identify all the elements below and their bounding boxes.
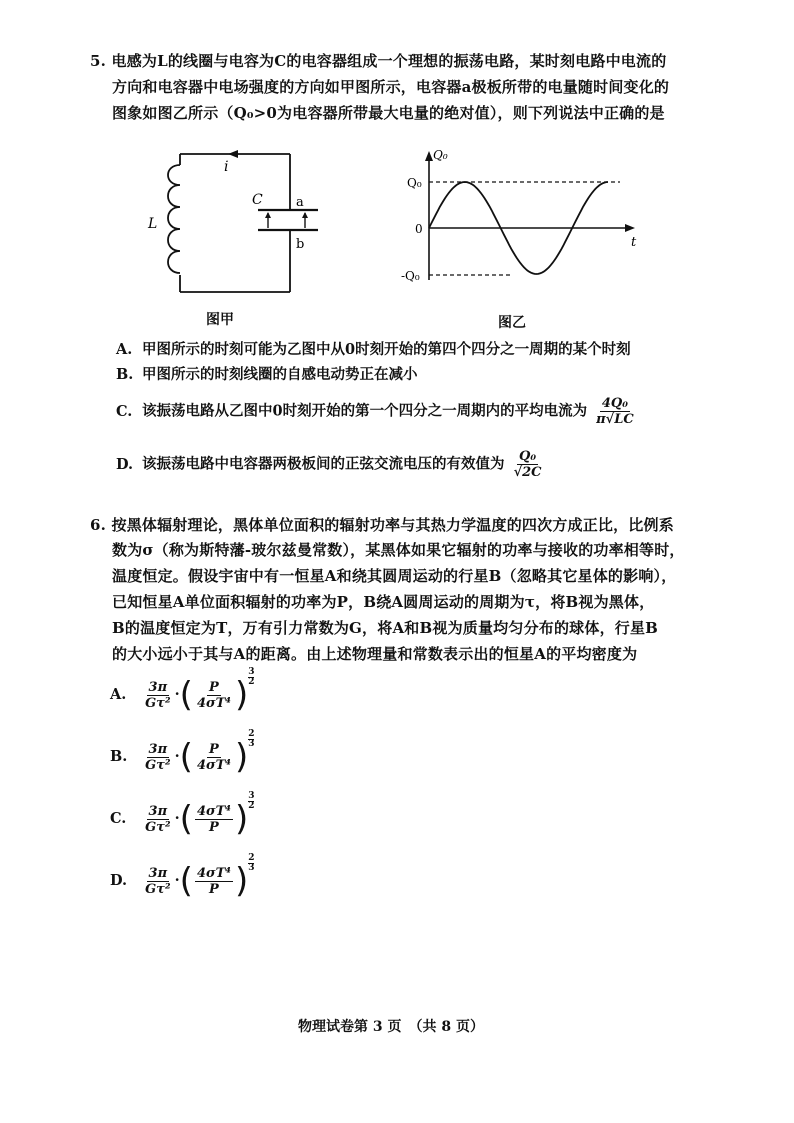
figure-yi-graph (395, 145, 645, 290)
q5-D-fraction: $\frac{\text{Q₀}}{√2C}$ (513, 449, 542, 480)
q6-D-exponent: $\frac{2}{3}$ (248, 853, 255, 873)
q6-stem-line-4: 已知恒星A单位面积辐射的功率为P，B绕A圆周运动的周期为τ，将B视为黑体， (112, 593, 655, 611)
q5-stem-line-2: 方向和电容器中电场强度的方向如甲图所示，电容器a极板所带的电量随时间变化的 (112, 78, 670, 96)
q5-option-D[interactable]: D. 该振荡电路中电容器两极板间的正弦交流电压的有效值为 $\frac{\text{Q₀}}{√2C}$ (116, 449, 542, 480)
label-b: b (296, 237, 305, 252)
y-axis-arrow-icon (425, 151, 433, 161)
figure-jia-circuit (140, 140, 320, 315)
q6-option-B[interactable]: B. $\frac{3\pi}{\text{Gτ²}}$ ·( $\frac{P}{\text{4σT⁴}}$ ) $\frac{2}{3}$ (110, 729, 255, 777)
q6-stem-line-2: 数为σ（称为斯特藩-玻尔兹曼常数），某黑体如果它辐射的功率与接收的功率相等时， (112, 541, 685, 559)
q5-C-fraction: $\frac{\text{4Q₀}}{\pi√LC}$ (596, 396, 634, 427)
q6-stem-text-1: 按黑体辐射理论，黑体单位面积的辐射功率与其热力学温度的四次方成正比，比例系 (111, 516, 674, 534)
label-a: a (296, 195, 304, 210)
label-L: L (148, 216, 158, 232)
tick-neg-Q0: -Q₀ (401, 269, 420, 283)
label-i: i (224, 159, 229, 175)
q6-C-exponent: $\frac{3}{2}$ (248, 791, 255, 811)
label-C: C (252, 192, 263, 208)
q6-option-A[interactable]: A. $\frac{3\pi}{\text{Gτ²}}$ ·( $\frac{P}{\text{4σT⁴}}$ ) $\frac{3}{2}$ (110, 667, 255, 715)
tick-zero: 0 (415, 222, 423, 236)
q5-option-B[interactable]: B. 甲图所示的时刻线圈的自感电动势正在减小 (116, 366, 418, 383)
current-arrow-icon (228, 150, 238, 158)
q5-option-C[interactable]: C. 该振荡电路从乙图中0时刻开始的第一个四分之一周期内的平均电流为 $\frac{\text{4Q₀}}{\pi√LC}$ (116, 396, 634, 427)
q5-option-A[interactable]: A. 甲图所示的时刻可能为乙图中从0时刻开始的第四个四分之一周期的某个时刻 (116, 341, 631, 358)
q5-stem-text-1: 电感为L的线圈与电容为C的电容器组成一个理想的振荡电路，某时刻电路中电流的 (111, 52, 667, 70)
q5-number: 5. (90, 52, 107, 70)
q6-A-exponent: $\frac{3}{2}$ (248, 667, 255, 687)
q6-option-C[interactable]: C. $\frac{3\pi}{\text{Gτ²}}$ ·( $\frac{\text{4σT⁴}}{P}$ ) $\frac{3}{2}$ (110, 791, 255, 839)
q6-option-D[interactable]: D. $\frac{3\pi}{\text{Gτ²}}$ ·( $\frac{\text{4σT⁴}}{P}$ ) $\frac{2}{3}$ (110, 853, 255, 901)
q6-stem-line-5: B的温度恒定为T，万有引力常数为G，将A和B视为质量均匀分布的球体，行星B (112, 619, 659, 637)
axis-label-Q0: Q₀ (433, 148, 448, 162)
figure-yi-caption: 图乙 (498, 315, 526, 331)
q6-stem-line-3: 温度恒定。假设宇宙中有一恒星A和绕其圆周运动的行星B（忽略其它星体的影响）， (112, 567, 677, 585)
q5-stem-line-1 (90, 50, 666, 72)
x-axis-arrow-icon (625, 224, 635, 232)
q6-B-exponent: $\frac{2}{3}$ (248, 729, 255, 749)
page-footer: 物理试卷第 3 页 （共 8 页） (298, 1019, 484, 1035)
q6-stem-line-6: 的大小远小于其与A的距离。由上述物理量和常数表示出的恒星A的平均密度为 (112, 645, 638, 663)
q5-stem-line-3: 图象如图乙所示（Q₀>0为电容器所带最大电量的绝对值），则下列说法中正确的是 (112, 104, 665, 122)
figure-jia-caption: 图甲 (206, 312, 234, 328)
axis-label-t: t (631, 235, 637, 250)
q6-number: 6. (90, 516, 107, 534)
tick-Q0: Q₀ (407, 176, 422, 190)
q6-stem-line-1 (90, 514, 674, 536)
